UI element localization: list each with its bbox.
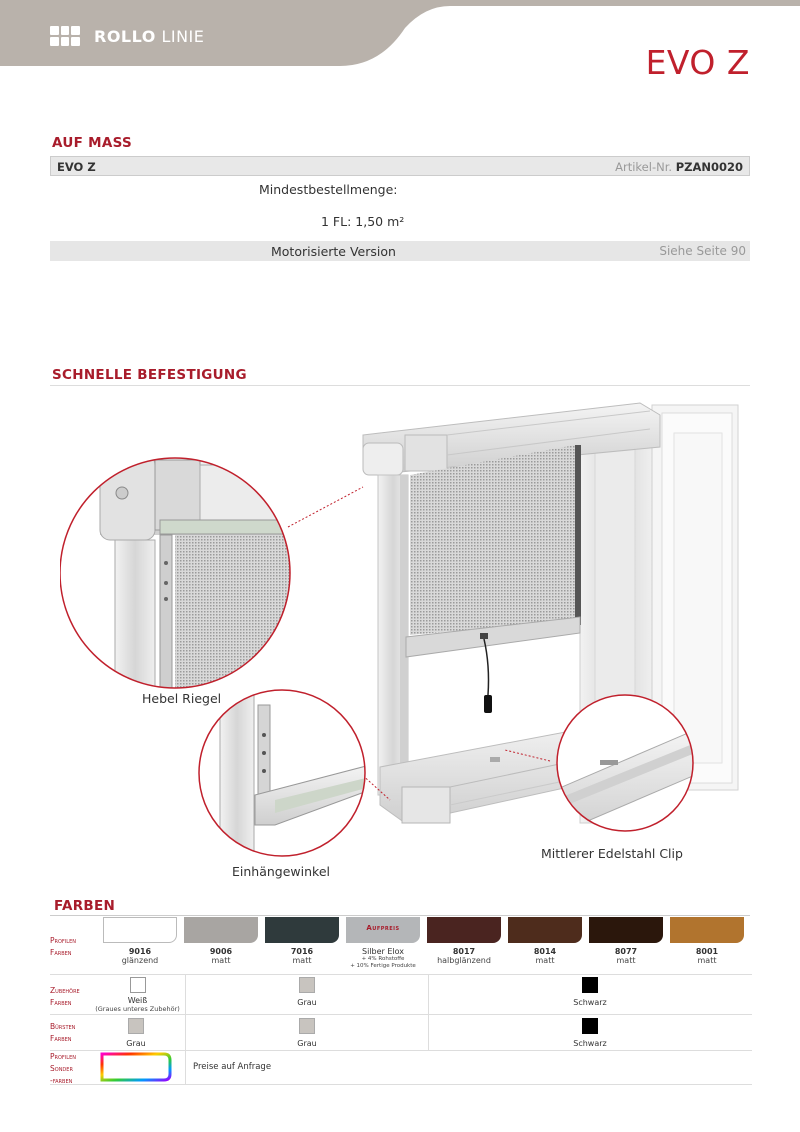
row-label-profile: Profilen Farben [50,936,76,957]
zubehoer-schwarz: Schwarz [550,977,630,1007]
article-value: PZAN0020 [675,160,743,174]
profile-color-finish: matt [211,956,231,965]
zubehoer-grau: Grau [267,977,347,1007]
detail-edelstahl-clip-graphic [555,695,695,835]
motor-row [50,241,750,261]
buersten-grau-1-swatch [128,1018,144,1034]
motor-label: Motorisierte Version [271,244,396,259]
motor-page-ref: Siehe Seite 90 [659,244,746,258]
profile-color-6 [586,917,666,965]
profile-color-finish-extra: + 10% Fertige Produkte [350,962,416,969]
profile-color-swatch [427,917,501,943]
sonder-colors-row [50,1051,752,1085]
profile-color-code: 8014 [533,947,557,956]
zubehoer-grau-swatch [299,977,315,993]
product-row [50,156,750,176]
min-order-value: 1 FL: 1,50 m² [321,214,405,229]
profile-colors-row [50,915,752,975]
caption-einhaengewinkel: Einhängewinkel [232,864,330,879]
profile-color-3 [343,917,423,969]
befestigung-heading: SCHNELLE BEFESTIGUNG [52,367,247,383]
profile-color-code: 8077 [614,947,638,956]
auf-mass-heading: AUF MASS [52,135,133,151]
brand-thin: LINIE [161,26,205,46]
aufpreis-badge: Aufpreis [366,924,400,932]
profile-color-code: 8017 [452,947,476,956]
profile-color-swatch [589,917,663,943]
profile-color-code: 9006 [209,947,233,956]
profile-color-7 [667,917,747,965]
buersten-grau-2-swatch [299,1018,315,1034]
row-label-zubehoer: Zubehöre Farben [50,986,80,1007]
profile-color-swatch [346,917,420,943]
detail-hebel-riegel-graphic [60,455,305,700]
profile-color-1 [181,917,261,965]
product-name: EVO Z [57,160,96,174]
divider-2 [428,975,429,1051]
profile-color-finish: halbglänzend [437,956,491,965]
profile-color-finish: matt [616,956,636,965]
detail-einhaengewinkel-graphic [190,690,380,860]
profile-color-0 [100,917,180,965]
profile-color-swatch [670,917,744,943]
zubehoer-weiss: Weiß (Graues unteres Zubehör) [90,977,185,1013]
product-illustration [60,395,750,895]
befestigung-rule [50,385,750,386]
profile-color-code: Silber Elox [361,947,404,956]
buersten-grau-2: Grau [267,1018,347,1048]
profile-color-4 [424,917,504,965]
article-number [615,160,743,174]
profile-color-swatch [184,917,258,943]
profile-color-finish: matt [535,956,555,965]
profile-color-2 [262,917,342,965]
sonder-price-note: Preise auf Anfrage [193,1062,272,1072]
rainbow-swatch-icon [100,1052,174,1082]
divider-1 [185,975,186,1085]
profile-color-swatch [103,917,177,943]
zubehoer-colors-row [50,975,752,1015]
profile-color-code: 7016 [290,947,314,956]
profile-color-5 [505,917,585,965]
brand-logo [50,26,204,46]
buersten-schwarz-swatch [582,1018,598,1034]
product-title: EVO Z [645,43,750,82]
row-label-buersten: Bürsten Farben [50,1022,76,1043]
profile-color-finish: + 4% Rohstoffe [361,956,405,962]
caption-edelstahl-clip: Mittlerer Edelstahl Clip [541,846,683,861]
profile-color-swatch [508,917,582,943]
profile-color-finish: matt [292,956,312,965]
buersten-schwarz: Schwarz [550,1018,630,1048]
caption-hebel-riegel: Hebel Riegel [142,691,222,706]
profile-color-finish: matt [697,956,717,965]
article-label: Artikel-Nr. [615,160,673,174]
zubehoer-schwarz-swatch [582,977,598,993]
zubehoer-weiss-swatch [130,977,146,993]
row-label-sonder: Profilen Sonder -farben [50,1052,76,1085]
farben-heading: FARBEN [54,898,116,914]
window-grid-icon [50,26,80,46]
brand-name [94,27,204,46]
profile-color-finish: glänzend [121,956,159,965]
brand-bold: ROLLO [94,26,156,46]
profile-color-code: 8001 [695,947,719,956]
buersten-colors-row [50,1015,752,1051]
buersten-grau-1: Grau [96,1018,176,1048]
profile-color-code: 9016 [128,947,152,956]
profile-color-swatch [265,917,339,943]
min-order-label: Mindestbestellmenge: [259,182,398,197]
mesh-graphic [410,445,575,635]
